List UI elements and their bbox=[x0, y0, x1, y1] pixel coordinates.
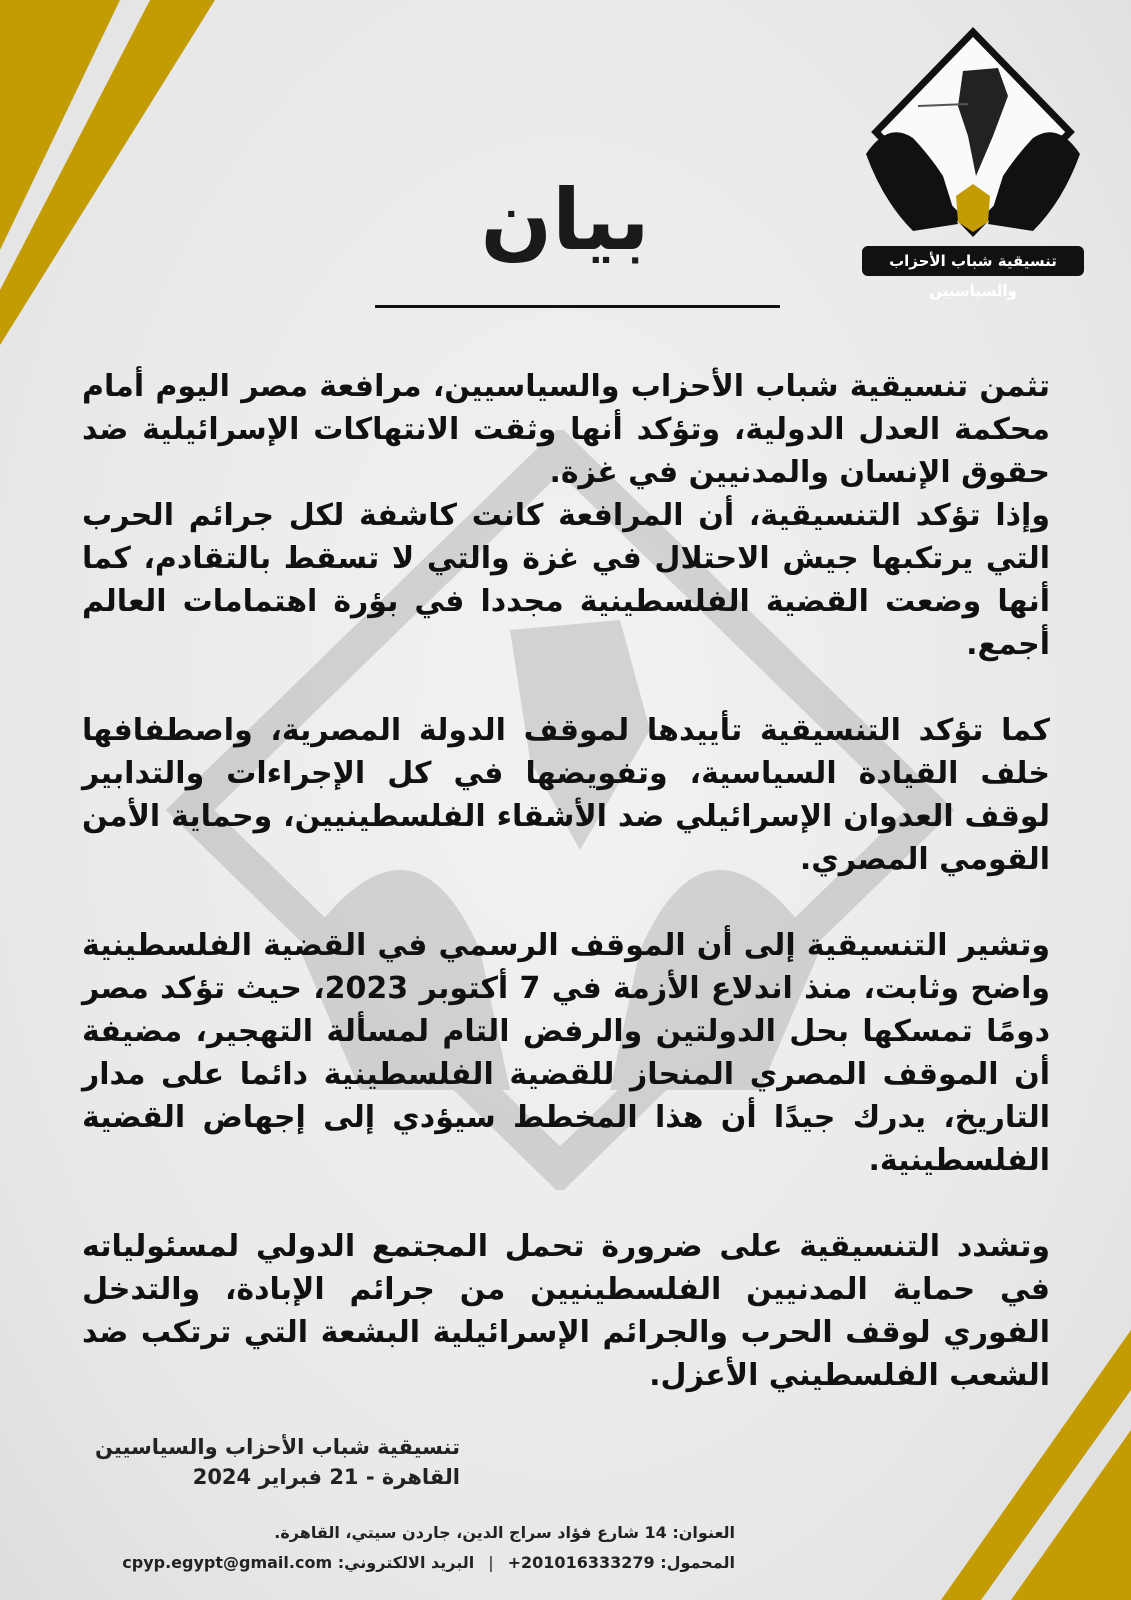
corner-decoration-top-left bbox=[0, 0, 245, 370]
signature-place-date: القاهرة - 21 فبراير 2024 bbox=[192, 1465, 460, 1489]
address-row bbox=[70, 1518, 735, 1548]
paragraph: كما تؤكد التنسيقية تأييدها لموقف الدولة المصرية، واصطفافها خلف القيادة السياسية، وتفويضها في كل الإجراءات والتدابير لوقف العدوان الإسرائيلي ضد الأشقاء الفلسطينيين، وحماية الأمن القومي المصري. bbox=[82, 713, 1050, 877]
paragraph: وتشدد التنسيقية على ضرورة تحمل المجتمع الدولي لمسئولياته في حماية المدنيين الفلسطينيين من جرائم الإبادة، والتدخل الفوري لوقف الحرب والجرائم الإسرائيلية البشعة التي ترتكب ضد الشعب الفلسطيني الأعزل. bbox=[82, 1229, 1050, 1393]
phone-email-row bbox=[70, 1548, 735, 1578]
contact-separator: | bbox=[488, 1553, 494, 1572]
signature-org: تنسيقية شباب الأحزاب والسياسيين bbox=[95, 1435, 460, 1459]
email-link[interactable]: cpyp.egypt@gmail.com bbox=[122, 1553, 333, 1572]
paragraph: تثمن تنسيقية شباب الأحزاب والسياسيين، مرافعة مصر اليوم أمام محكمة العدل الدولية، وتؤكد أنها وثقت الانتهاكات الإسرائيلية ضد حقوق الإنسان والمدنيين في غزة. bbox=[82, 369, 1050, 490]
paragraph: وتشير التنسيقية إلى أن الموقف الرسمي في القضية الفلسطينية واضح وثابت، منذ اندلاع الأزمة في 7 أكتوبر 2023، حيث تؤكد مصر دومًا تمسكها بحل الدولتين والرفض التام لمسألة التهجير، مضيفة أن الموقف المصري المنحاز للقضية الفلسطينية دائما على مدار التاريخ، يدرك جيدًا أن هذا المخطط سيؤدي إلى إجهاض القضية الفلسطينية. bbox=[82, 928, 1051, 1178]
email-label: البريد الالكتروني: bbox=[337, 1553, 475, 1572]
statement-body bbox=[82, 365, 1050, 1440]
page-title: بيان bbox=[480, 171, 650, 269]
logo-badge-text: تنسيقية شباب الأحزاب والسياسيين bbox=[862, 246, 1084, 276]
address-value: 14 شارع فؤاد سراج الدين، جاردن سيتي، القاهرة. bbox=[274, 1523, 667, 1542]
paragraph: وإذا تؤكد التنسيقية، أن المرافعة كانت كاشفة لكل جرائم الحرب التي يرتكبها جيش الاحتلال في غزة والتي لا تسقط بالتقادم، كما أنها وضعت القضية الفلسطينية مجددا في بؤرة اهتمامات العالم أجمع. bbox=[82, 498, 1050, 662]
organization-logo bbox=[858, 26, 1088, 300]
logo-emblem-icon bbox=[858, 26, 1088, 256]
title-divider bbox=[375, 305, 780, 308]
mobile-value[interactable]: +201016333279 bbox=[507, 1553, 655, 1572]
signature-block bbox=[80, 1432, 460, 1492]
contact-block bbox=[70, 1518, 735, 1578]
mobile-label: المحمول: bbox=[660, 1553, 735, 1572]
address-label: العنوان: bbox=[672, 1523, 735, 1542]
